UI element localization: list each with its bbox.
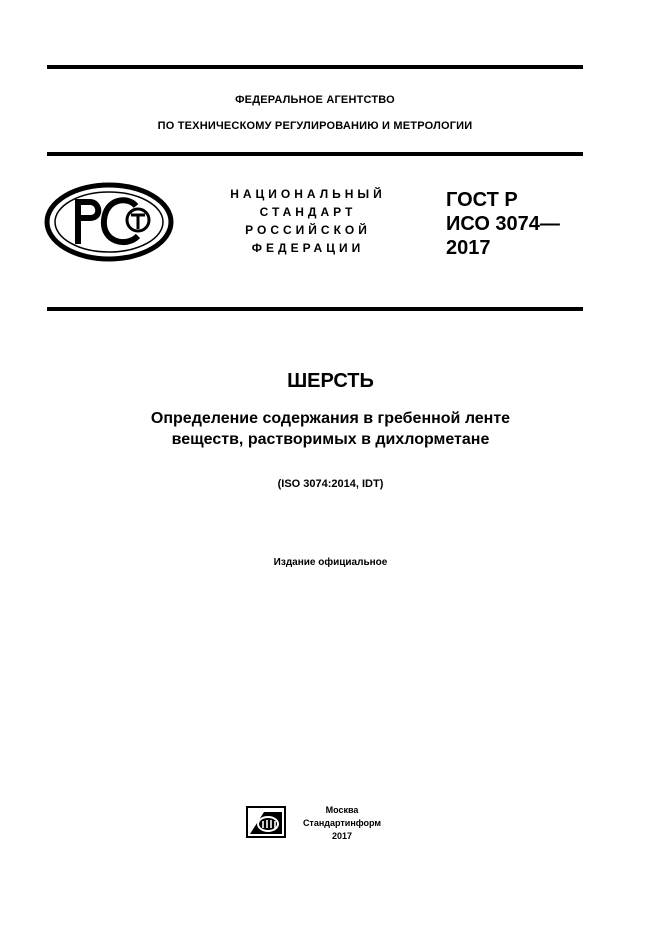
- standard-block-bottom-rule: [47, 307, 583, 311]
- national-line-4: ФЕДЕРАЦИИ: [251, 241, 365, 255]
- publisher-city: Москва: [325, 805, 359, 815]
- subtitle-line-1: Определение содержания в гребенной ленте: [150, 410, 511, 427]
- designation-line-2: ИСО 3074—: [446, 213, 560, 235]
- edition-label: Издание официальное: [273, 557, 388, 568]
- header-bottom-rule: [47, 152, 583, 156]
- rst-certification-logo-icon: [44, 182, 174, 262]
- document-subtitle: [0, 408, 661, 450]
- publisher-year: 2017: [331, 831, 353, 841]
- standartinform-logo-icon: [246, 806, 286, 838]
- iso-reference: (ISO 3074:2014, IDT): [277, 478, 384, 490]
- designation-line-1: ГОСТ Р: [446, 189, 518, 211]
- publisher-name: Стандартинформ: [302, 818, 382, 828]
- national-line-1: НАЦИОНАЛЬНЫЙ: [230, 187, 386, 201]
- standard-designation: [446, 188, 586, 260]
- national-standard-label: [212, 185, 404, 257]
- subtitle-line-2: веществ, растворимых в дихлорметане: [171, 431, 490, 448]
- agency-line-1: ФЕДЕРАЛЬНОЕ АГЕНТСТВО: [235, 94, 395, 106]
- agency-line-2: ПО ТЕХНИЧЕСКОМУ РЕГУЛИРОВАНИЮ И МЕТРОЛОГИИ: [157, 120, 473, 132]
- document-title: ШЕРСТЬ: [287, 370, 374, 392]
- national-line-2: СТАНДАРТ: [259, 205, 357, 219]
- national-line-3: РОССИЙСКОЙ: [245, 223, 371, 237]
- top-rule: [47, 65, 583, 69]
- designation-line-3: 2017: [446, 237, 491, 259]
- publisher-info: [290, 804, 394, 843]
